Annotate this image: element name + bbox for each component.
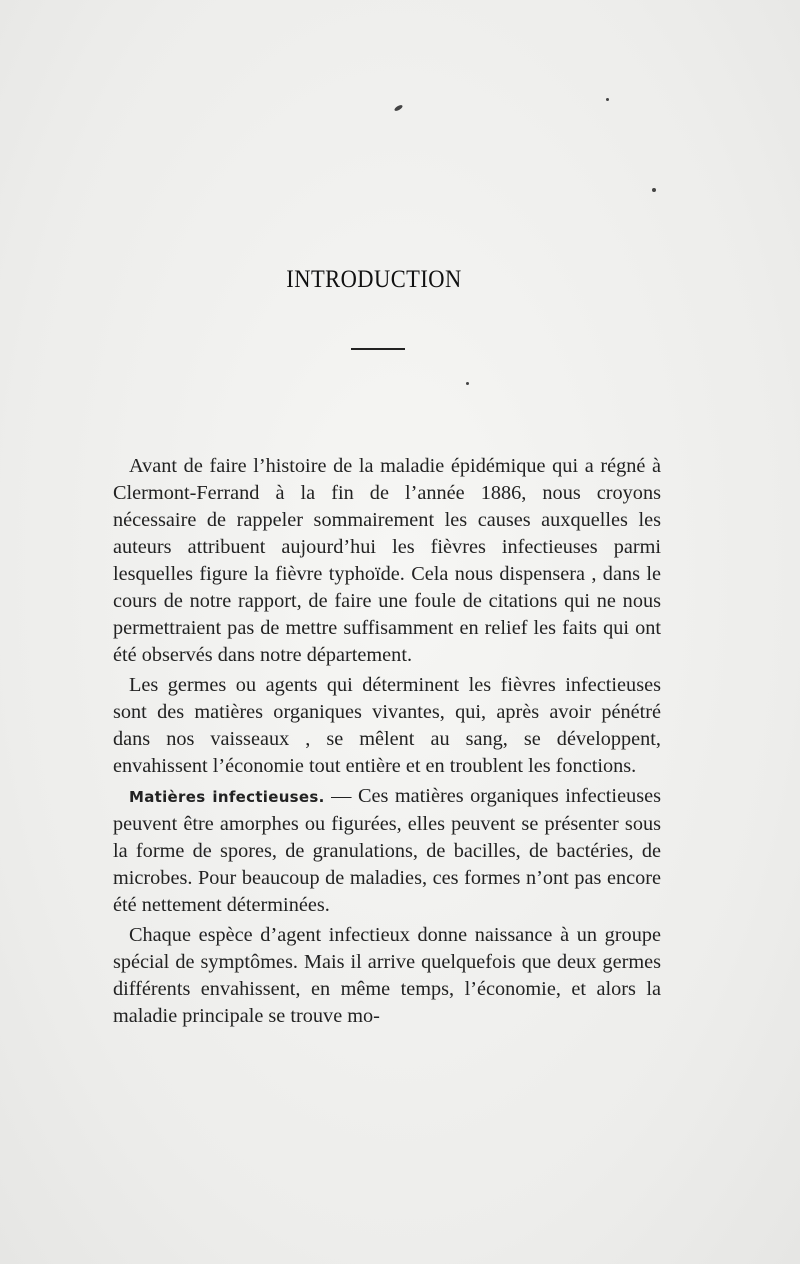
- ink-speck: [652, 188, 656, 192]
- paragraph-text: Chaque espèce d’agent infectieux donne naissance à un groupe spécial de symptômes. Mais il arrive quelquefois que deux germes différents envahissent, en même temps, l’économie, et alors la maladie principale se trouve mo-: [113, 924, 661, 1027]
- section-heading: Matières infectieuses.: [129, 788, 325, 806]
- title-divider: [351, 348, 405, 350]
- body-text: [113, 453, 661, 1033]
- paragraph: [113, 922, 661, 1030]
- paragraph-text: Les germes ou agents qui déterminent les fièvres infectieuses sont des matières organiques vivantes, qui, après avoir pénétré dans nos vaisseaux , se mêlent au sang, se développent, envahissent l’économie tout entière et en troublent les fonctions.: [113, 674, 661, 777]
- ink-speck: [606, 98, 609, 101]
- paragraph: [113, 453, 661, 669]
- ink-speck: [394, 104, 404, 112]
- paragraph-text: Avant de faire l’histoire de la maladie épidémique qui a régné à Clermont-Ferrand à la fin de l’année 1886, nous croyons nécessaire de rappeler sommairement les causes auxquelles les auteurs attribuent aujourd’hui les fièvres infectieuses parmi lesquelles figure la fièvre typhoïde. Cela nous dispensera , dans le cours de notre rapport, de faire une foule de citations qui ne nous permettraient pas de mettre suffisamment en relief les faits qui ont été observés dans notre département.: [113, 455, 661, 666]
- paragraph-text: — Ces matières organiques infectieuses peuvent être amorphes ou figurées, elles peuvent se présenter sous la forme de spores, de granulations, de bacilles, de bactéries, de microbes. Pour beaucoup de maladies, ces formes n’ont pas encore été nettement déterminées.: [113, 785, 661, 916]
- page-title: INTRODUCTION: [286, 266, 462, 293]
- ink-speck: [466, 382, 469, 385]
- paragraph: [113, 783, 661, 919]
- paragraph: [113, 672, 661, 780]
